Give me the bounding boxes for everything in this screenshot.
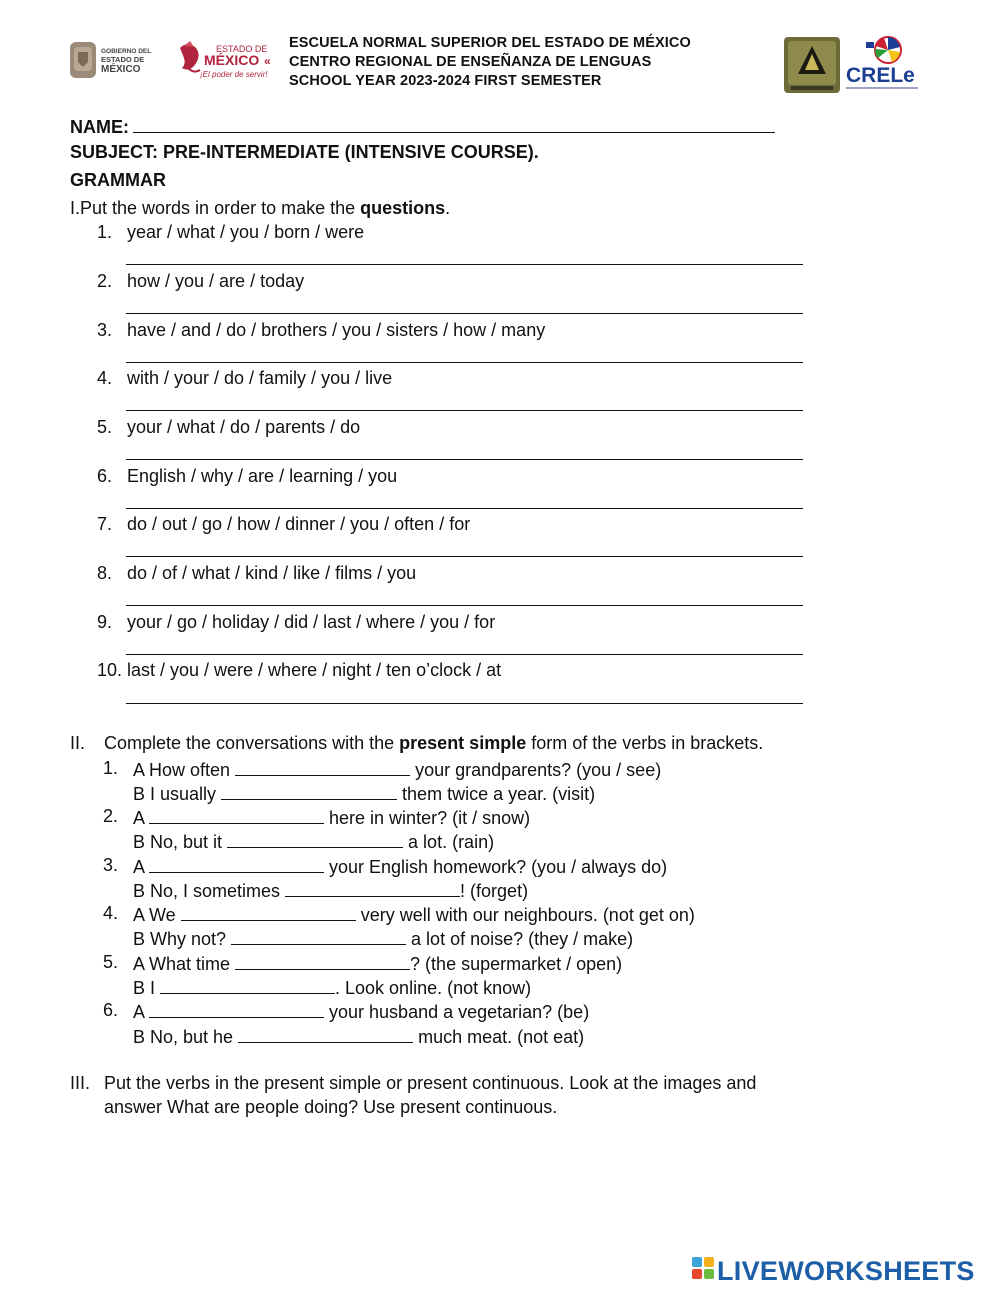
section2-instruction bbox=[104, 733, 763, 754]
item-number: 1. bbox=[103, 758, 119, 778]
line-text: A bbox=[133, 1002, 150, 1022]
line-text: A bbox=[133, 808, 150, 828]
section2-number: II. bbox=[70, 733, 86, 753]
item-number: 2. bbox=[97, 271, 113, 291]
answer-line[interactable] bbox=[126, 654, 803, 655]
liveworksheets-icon bbox=[692, 1257, 714, 1279]
section1-instruction-text: I.Put the words in order to make the bbox=[70, 198, 361, 218]
answer-line[interactable] bbox=[126, 410, 803, 411]
item-number: 6. bbox=[97, 466, 113, 486]
gov-seal-line3: MÉXICO bbox=[101, 64, 141, 75]
item-number: 4. bbox=[103, 903, 119, 923]
line-text: very well with our neighbours. (not get on) bbox=[355, 905, 695, 925]
line-text: B No, I sometimes bbox=[133, 881, 286, 901]
item-number: 3. bbox=[103, 855, 119, 875]
crele-wordmark: CRELe bbox=[846, 64, 915, 87]
answer-line[interactable] bbox=[126, 264, 803, 265]
answer-line[interactable] bbox=[126, 313, 803, 314]
item-number: 3. bbox=[97, 320, 113, 340]
conversation-line-a bbox=[133, 806, 530, 829]
item-number: 4. bbox=[97, 368, 113, 388]
item-words: your / go / holiday / did / last / where / you / for bbox=[127, 612, 496, 632]
answer-line[interactable] bbox=[126, 459, 803, 460]
item-words: have / and / do / brothers / you / sisters / how / many bbox=[127, 320, 546, 340]
subject-heading: SUBJECT: PRE-INTERMEDIATE (INTENSIVE COURSE). bbox=[70, 142, 539, 162]
line-text: your English homework? (you / always do) bbox=[324, 857, 668, 877]
section3-instruction-line1: Put the verbs in the present simple or present continuous. Look at the images and bbox=[104, 1073, 757, 1093]
answer-blank[interactable] bbox=[181, 903, 356, 921]
crele-logo bbox=[844, 34, 920, 94]
item-number: 5. bbox=[103, 952, 119, 972]
liveworksheets-wordmark: LIVEWORKSHEETS bbox=[717, 1256, 975, 1284]
item-number: 8. bbox=[97, 563, 113, 583]
answer-blank[interactable] bbox=[235, 758, 410, 776]
conversation-line-a bbox=[133, 1000, 589, 1023]
section1-instruction-end: . bbox=[445, 198, 451, 218]
item-words: with / your / do / family / you / live bbox=[127, 368, 393, 388]
conversation-line-b bbox=[133, 976, 531, 999]
school-header bbox=[289, 34, 691, 91]
line-text: B No, but it bbox=[133, 832, 228, 852]
item-words: do / out / go / how / dinner / you / often / for bbox=[127, 514, 471, 534]
line-text: B I bbox=[133, 978, 161, 998]
line-text: A bbox=[133, 857, 150, 877]
conversation-line-b bbox=[133, 879, 528, 902]
line-text: B No, but he bbox=[133, 1027, 239, 1047]
answer-blank[interactable] bbox=[227, 830, 403, 848]
conversation-line-a bbox=[133, 903, 695, 926]
line-text: . Look online. (not know) bbox=[335, 978, 532, 998]
svg-text:«: « bbox=[264, 54, 271, 68]
item-number: 5. bbox=[97, 417, 113, 437]
edomex-estado-text: ESTADO DE bbox=[216, 44, 268, 54]
line-text: here in winter? (it / snow) bbox=[324, 808, 531, 828]
liveworksheets-logo bbox=[692, 1254, 992, 1284]
answer-blank[interactable] bbox=[160, 976, 335, 994]
line-text: A How often bbox=[133, 760, 236, 780]
section1-instruction-bold: questions bbox=[360, 198, 446, 218]
edomex-slogan: ¡El poder de servir! bbox=[200, 70, 268, 79]
conversation-line-a bbox=[133, 855, 667, 878]
conversation-line-b bbox=[133, 830, 494, 853]
line-text: a lot. (rain) bbox=[403, 832, 495, 852]
line-text: your grandparents? (you / see) bbox=[410, 760, 662, 780]
line-text: B Why not? bbox=[133, 929, 232, 949]
answer-blank[interactable] bbox=[238, 1025, 413, 1043]
item-words: your / what / do / parents / do bbox=[127, 417, 361, 437]
answer-line[interactable] bbox=[126, 556, 803, 557]
name-blank[interactable] bbox=[133, 114, 775, 133]
item-number: 9. bbox=[97, 612, 113, 632]
gov-seal-line1: GOBIERNO DEL bbox=[101, 48, 152, 55]
name-row bbox=[70, 114, 775, 138]
line-text: B I usually bbox=[133, 784, 222, 804]
answer-blank[interactable] bbox=[221, 782, 397, 800]
gov-seal-line2: ESTADO DE bbox=[101, 55, 145, 64]
item-words: how / you / are / today bbox=[127, 271, 305, 291]
section1-instruction bbox=[70, 198, 450, 219]
section2-instruction-bold: present simple bbox=[399, 733, 527, 753]
answer-line[interactable] bbox=[126, 703, 803, 704]
school-emblem-logo bbox=[783, 36, 841, 94]
item-words: last / you / were / where / night / ten o’clock / at bbox=[127, 660, 502, 680]
conversation-line-a bbox=[133, 952, 622, 975]
answer-blank[interactable] bbox=[231, 927, 406, 945]
item-number: 1. bbox=[97, 222, 113, 242]
answer-line[interactable] bbox=[126, 605, 803, 606]
conversation-line-b bbox=[133, 1025, 584, 1048]
line-text: your husband a vegetarian? (be) bbox=[324, 1002, 590, 1022]
conversation-line-a bbox=[133, 758, 661, 781]
conversation-line-b bbox=[133, 927, 633, 950]
line-text: ? (the supermarket / open) bbox=[410, 954, 623, 974]
item-number: 2. bbox=[103, 806, 119, 826]
header-line-1: ESCUELA NORMAL SUPERIOR DEL ESTADO DE MÉXICO bbox=[289, 35, 691, 51]
line-text: a lot of noise? (they / make) bbox=[406, 929, 634, 949]
answer-blank[interactable] bbox=[285, 879, 460, 897]
line-text: A We bbox=[133, 905, 181, 925]
item-words: English / why / are / learning / you bbox=[127, 466, 398, 486]
header-line-3: SCHOOL YEAR 2023-2024 FIRST SEMESTER bbox=[289, 73, 602, 89]
header-line-2: CENTRO REGIONAL DE ENSEÑANZA DE LENGUAS bbox=[289, 54, 652, 70]
answer-blank[interactable] bbox=[235, 952, 410, 970]
line-text: much meat. (not eat) bbox=[413, 1027, 585, 1047]
item-number: 7. bbox=[97, 514, 113, 534]
answer-line[interactable] bbox=[126, 362, 803, 363]
estado-de-mexico-logo bbox=[176, 38, 276, 84]
section3-number: III. bbox=[70, 1073, 91, 1093]
item-words: year / what / you / born / were bbox=[127, 222, 365, 242]
line-text: A What time bbox=[133, 954, 236, 974]
item-number: 6. bbox=[103, 1000, 119, 1020]
conversation-line-b bbox=[133, 782, 595, 805]
grammar-heading: GRAMMAR bbox=[70, 170, 166, 190]
answer-blank[interactable] bbox=[149, 806, 324, 824]
section3-instruction-line2: answer What are people doing? Use present continuous. bbox=[104, 1097, 558, 1117]
answer-blank[interactable] bbox=[149, 1000, 324, 1018]
section2-instruction-text: Complete the conversations with the bbox=[104, 733, 400, 753]
section2-instruction-end: form of the verbs in brackets. bbox=[526, 733, 764, 753]
government-seal-logo bbox=[68, 38, 158, 84]
item-words: do / of / what / kind / like / films / you bbox=[127, 563, 417, 583]
line-text: them twice a year. (visit) bbox=[397, 784, 596, 804]
answer-line[interactable] bbox=[126, 508, 803, 509]
answer-blank[interactable] bbox=[149, 855, 324, 873]
name-label: NAME: bbox=[70, 117, 129, 137]
edomex-mexico-text: MÉXICO bbox=[204, 52, 260, 68]
line-text: ! (forget) bbox=[460, 881, 529, 901]
item-number: 10. bbox=[97, 660, 123, 680]
